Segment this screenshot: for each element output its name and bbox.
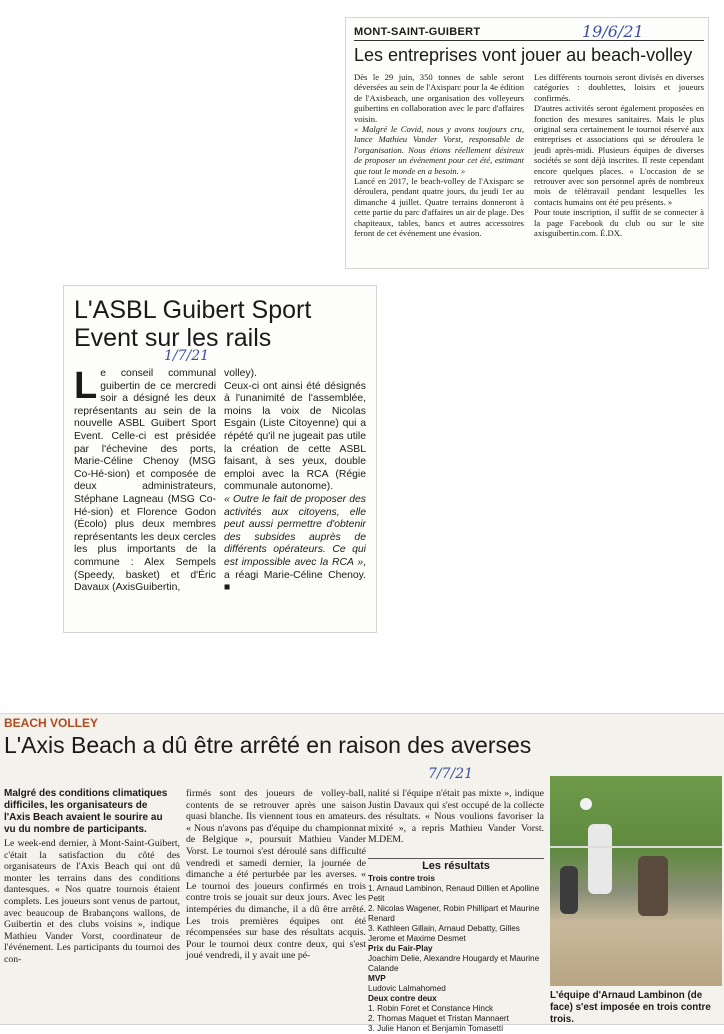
results-line: Joachim Delie, Alexandre Hougardy et Maurine Calande (368, 954, 540, 973)
article3-headline: L'Axis Beach a dû être arrêté en raison des averses (4, 732, 532, 758)
results-line: Ludovic Lalmahomed (368, 984, 446, 993)
player-figure (638, 856, 668, 916)
article2-paragraph: volley). (224, 368, 257, 379)
results-line: 2. Nicolas Wagener, Robin Phillipart et Maurine Renard (368, 904, 540, 923)
article1-kicker: MONT-SAINT-GUIBERT (354, 26, 481, 38)
article2-column-1 (74, 365, 216, 595)
article3-kicker: BEACH VOLLEY (4, 716, 99, 730)
player-figure (588, 824, 612, 894)
results-line: 2. Thomas Maquet et Tristan Mannaert (368, 1014, 509, 1023)
beach-volley-photo (546, 776, 722, 986)
article3-lead: Malgré des conditions climatiques difficiles, les organisateurs de l'Axis Beach avaient le sourire au vu du nombre de participants. (4, 788, 168, 835)
article1-column-1 (354, 72, 524, 239)
results-section (368, 974, 544, 994)
article1-paragraph: D'autres activités seront également proposées en fonction des mesures sanitaires. Mais le plus original sera certainement le tournoi réservé aux entreprises et associations qui se déroulera le jeudi après-midi. Plusieurs équipes de diverses sociétés se sont déjà inscrites. Il reste cependant encore quelques places. « L'occasion de se retrouver avec son personnel après de nombreux mois de télétravail pendant lesquelles les contacts humains ont été peu présents. » (534, 103, 704, 207)
results-section (368, 944, 544, 974)
net-line (550, 846, 722, 848)
article3-column-3: nalité si l'équipe n'était pas mixte », indique Justin Davaux qui s'est occupé de la collecte des résultats. « Nous voulions favoriser la mixité », a repris Mathieu Vander Vorst. M.DEM. (368, 788, 544, 846)
article2-dropcap: L (74, 365, 98, 407)
results-category: Trois contre trois (368, 874, 435, 883)
article1-date-note: 19/6/21 (582, 22, 644, 41)
results-section (368, 874, 544, 944)
article2-date-note: 1/7/21 (164, 348, 210, 364)
article2-headline: L'ASBL Guibert Sport Event sur les rails (74, 296, 312, 352)
results-box (368, 858, 544, 1034)
results-category: Deux contre deux (368, 994, 437, 1003)
article2-paragraph: e conseil communal guibertin de ce mercredi soir a désigné les deux représentants au sein de la nouvelle ASBL Guibert Sport Event. Celle-ci est présidée par l'échevine des ports, Marie-Céline Chenoy (MSG Co-Hé-sion) et composée de deux administrateurs, Stéphane Lagneau (MSG Co-Hé-sion) et Florence Godon (Écolo) plus deux membres représentants les deux cercles les plus importants de la commune : Alex Sempels (Speedy, basket) et d'Éric Davaux (AxisGuibertin, (74, 368, 216, 594)
article2-quote-attribution: , a réagi Marie-Céline Chenoy. ■ (224, 556, 366, 594)
article1-paragraph: « Malgré le Covid, nous y avons toujours cru, lance Mathieu Vander Vorst, responsable de l'organisation. Nous étions réellement désireux de proposer un événement pour cet été, estimant que tout le monde en a besoin. » (354, 124, 524, 176)
photo-caption: L'équipe d'Arnaud Lambinon (de face) s'est imposée en trois contre trois. (550, 990, 711, 1025)
article2-quote-paragraph (224, 494, 366, 595)
article-entreprises-beach-volley (346, 18, 708, 268)
article3-column-1: Le week-end dernier, à Mont-Saint-Guibert, c'était la satisfaction du côté des organisateurs de l'Axis Beach qui ont dû monter les terrains dans des conditions dantesques. « Nos quatre tournois étaient complets. Les joueurs sont venus de partout, avec beaucoup de Brabançons wallons, de Guibertin et des clubs voisins », indique Mathieu Vander Vorst, coordinateur de l'événement. Les participants du tournoi des con- (4, 838, 180, 965)
article1-paragraph: Les différents tournois seront divisés en diverses catégories : doublettes, loisirs et joueurs confirmés. (534, 72, 704, 103)
volleyball-icon (580, 798, 592, 810)
article1-paragraph: Dès le 29 juin, 350 tonnes de sable seront déversées au sein de l'Axisparc pour la 4e édition de l'Axisbeach, une organisation des volleyeurs guibertins en collaboration avec le parc d'affaires voisin. (354, 72, 524, 124)
results-line: 1. Arnaud Lambinon, Renaud Dillien et Apolline Petit (368, 884, 540, 903)
article3-column-2: firmés sont des joueurs de volley-ball, contents de se retrouver après une saison quasi blanche. Ils viennent tous en amateurs. « Nous n'avons pas d'équipe du championnat de Belgique », poursuit Mathieu Vander Vorst. Le tournoi s'est déroulé sans difficulté vendredi et samedi dernier, la journée de dimanche a été perturbée par les averses. « Le tournoi des joueurs confirmés en trois contre trois se jouait sur deux jours. Avec les intempéries du dimanche, il a dû être arrêté. Les trois premières équipes ont été récompensées sur base des résultats acquis. Pour le tournoi deux contre deux, qui s'est joué vendredi, il y avait une pé- (186, 788, 366, 962)
article2-column-2 (224, 368, 366, 595)
article2-quote: « Outre le fait de proposer des activités aux citoyens, elle peut aussi permettre d'obtenir des subsides auprès de différents opérateurs. Ce qui est impossible avec la RCA » (224, 493, 366, 568)
article1-paragraph: Pour toute inscription, il suffit de se connecter à la page Facebook du club ou sur le site axisguibertin.com. É.DX. (534, 207, 704, 239)
article1-column-2 (534, 72, 704, 239)
article-axis-beach-averses (0, 714, 724, 1033)
article-asbl-guibert-sport-event (64, 286, 376, 632)
results-category: Prix du Fair-Play (368, 944, 433, 953)
article1-paragraph: Lancé en 2017, le beach-volley de l'Axisparc se déroulera, pendant quatre jours, du jeudi 1er au dimanche 4 juillet. Quatre terrains donneront à cette partie du parc d'affaires un air de plage. Des chapiteaux, tables, bancs et autres accessoires feront de cet événement une évasion. (354, 176, 524, 239)
results-title: Les résultats (368, 858, 544, 871)
player-figure (560, 866, 578, 914)
results-line: 3. Julie Hanon et Benjamin Tomasetti (368, 1024, 504, 1033)
results-line: 1. Robin Foret et Constance Hinck (368, 1004, 494, 1013)
article1-headline: Les entreprises vont jouer au beach-volley (354, 45, 693, 65)
results-section (368, 994, 544, 1034)
results-category: MVP (368, 974, 386, 983)
results-line: 3. Kathleen Gillain, Arnaud Debatty, Gilles Jerome et Maxime Desmet (368, 924, 520, 943)
article2-paragraph: Ceux-ci ont ainsi été désignés à l'unanimité de l'assemblée, moins la voix de Nicolas Esgain (Liste Citoyenne) qui a répété qu'il ne jugeait pas utile la création de cette ASBL faisant, à ses yeux, double emploi avec la RCA (Régie communale autonome). (224, 380, 366, 493)
article3-date-note: 7/7/21 (428, 766, 474, 782)
photo-credit: © EDA (546, 963, 552, 982)
article1-rule (354, 40, 704, 41)
